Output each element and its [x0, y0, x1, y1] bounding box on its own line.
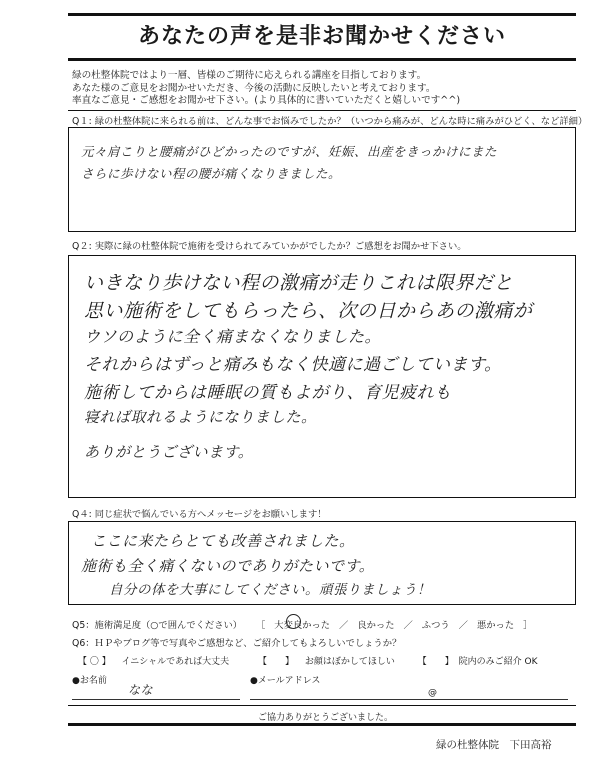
q2-answer-box — [68, 255, 576, 498]
q5-option-good[interactable]: 良かった — [357, 620, 395, 631]
email-label: ●メールアドレス — [250, 676, 321, 686]
intro-text — [72, 70, 460, 108]
q2-answer-line: 施術してからは睡眠の質もよがり、育児疲れも — [84, 383, 452, 403]
q2-answer-line: 寝れば取れるようになりました。 — [84, 408, 317, 426]
q5-option-very-good[interactable]: 大変良かった — [274, 620, 331, 631]
email-at: @ — [428, 688, 437, 698]
q1-answer-box — [68, 127, 576, 232]
bottom-rule — [68, 723, 576, 726]
intro-line: 率直なご意見・ご感想をお聞かせ下さい。(より具体的に書いていただくと嬉しいです^^) — [72, 95, 461, 106]
title-underline — [68, 58, 576, 61]
q6-choices — [78, 654, 578, 667]
q2-answer-line: ありがとうございます。 — [84, 443, 254, 461]
q1-label: Q１: 緑の杜整体院に来られる前は、どんな事でお悩みでしたか？（いつから痛みが、どんな時に痛みがひどく、など詳細） — [72, 116, 588, 127]
q5-close-bracket: ］ — [523, 620, 533, 631]
intro-line: あなた様のご意見をお聞かせいただき、今後の活動に反映したいと考えております。 — [72, 82, 436, 94]
q5-option-normal[interactable]: ふつう — [421, 620, 450, 631]
q2-label: Q２: 実際に緑の杜整体院で施術を受けられてみていかがでしたか？ご感想をお聞かせ下さい。 — [72, 241, 467, 252]
q4-answer-line: ここに来たらとても改善されました。 — [91, 532, 355, 550]
q2-answer-line: ウソのように全く痛まなくなりました。 — [84, 327, 382, 346]
q1-answer-line: さらに歩けない程の腰が痛くなりきました。 — [81, 166, 342, 181]
q5-sep: ／ — [403, 620, 413, 631]
q6-choice-blur-text: お顔はぼかしてほしい — [304, 657, 395, 667]
q4-answer-box — [68, 521, 576, 605]
intro-line: 緑の杜整体院ではより一層、皆様のご期待に応えられる講座を目指しております。 — [72, 70, 427, 81]
name-label: ●お名前 — [72, 676, 107, 686]
q5-sep: ／ — [458, 620, 468, 631]
name-value: なな — [128, 683, 154, 697]
thanks-top-rule — [68, 705, 576, 706]
q6-label: Q6：ＨＰやブログ等で写真やご感想など、ご紹介してもよろしいでしょうか？ — [72, 638, 402, 649]
q1-top-rule — [68, 110, 576, 111]
q6-choice-instore-box[interactable]: 【 】 — [417, 657, 454, 667]
q2-answer-line: それからはずっと痛みもなく快適に過ごしています。 — [84, 355, 502, 375]
q4-answer-line: 施術も全く痛くないのでありがたいです。 — [81, 557, 375, 575]
q6-choice-initial-text: イニシャルであれば大丈夫 — [121, 657, 230, 667]
q5-open-bracket: ［ — [256, 620, 266, 631]
page-title: あなたの声を是非お聞かせください — [137, 24, 506, 49]
q5-row — [72, 617, 242, 631]
q2-answer-line: 思い施術をしてもらったら、次の日からあの激痛が — [84, 300, 533, 322]
q5-option-bad[interactable]: 悪かった — [476, 620, 515, 631]
email-underline — [250, 699, 568, 700]
footer-signature: 緑の杜整体院 下田高裕 — [436, 739, 552, 751]
q4-label: Q４: 同じ症状で悩んでいる方へメッセージをお願いします！ — [72, 509, 327, 520]
q5-selection-circle — [286, 614, 301, 629]
q4-answer-line: 自分の体を大事にしてください。頑張りましょう！ — [109, 582, 431, 598]
q6-choice-instore-text: 院内のみご紹介 OK — [458, 657, 538, 667]
q6-choice-initial-box[interactable]: 【 〇 】 — [78, 657, 111, 667]
q1-answer-line: 元々肩こりと腰痛がひどかったのですが、妊娠、出産をきっかけにまた — [81, 144, 498, 159]
thanks-text: ご協力ありがとうございました。 — [258, 713, 394, 723]
top-rule — [68, 13, 576, 16]
q2-answer-line: いきなり歩けない程の激痛が走りこれは限界だと — [84, 272, 514, 294]
q5-label: Q5：施術満足度（○で囲んでください） — [72, 620, 243, 631]
name-underline — [72, 699, 240, 700]
q5-sep: ／ — [339, 620, 349, 631]
q6-choice-blur-box[interactable]: 【 】 — [257, 657, 294, 667]
